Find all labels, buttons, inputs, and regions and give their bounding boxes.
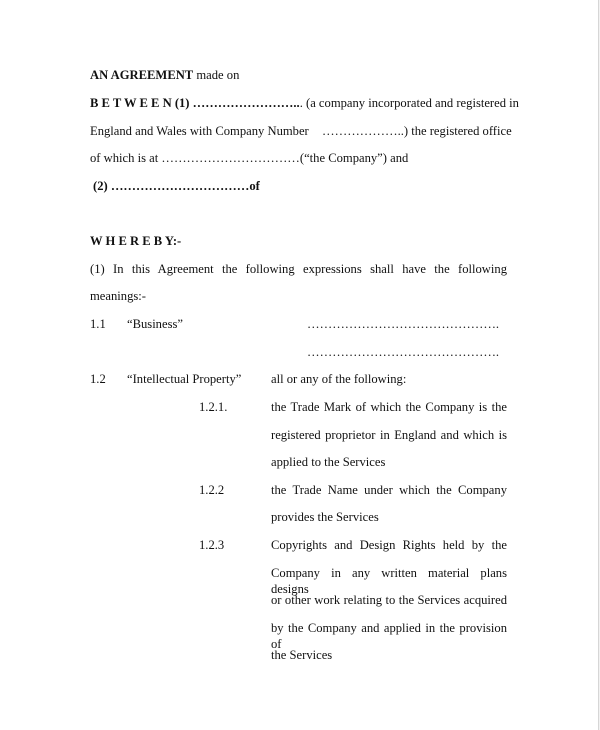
sub-clause-line: applied to the Services [271, 455, 386, 469]
between-line-2b [322, 123, 512, 139]
sub-clause-number: 1.2.1. [199, 400, 228, 414]
between-label: B E T W E E N (1) …………………….. [90, 96, 300, 110]
between-line-2 [90, 123, 309, 139]
between-line-2-b: ………………..) the registered office [322, 124, 512, 138]
agreement-heading-bold: AN AGREEMENT [90, 68, 194, 82]
whereby-intro-line-1: (1) In this Agreement the following expressions shall have the following [90, 262, 507, 276]
definition-blank: ………………………………………. [307, 345, 500, 359]
between-line-3: of which is at ……………………………(“the Company”) and [90, 151, 409, 165]
sub-clause-line: the Trade Name under which the Company [271, 483, 507, 497]
agreement-heading-rest: made on [193, 68, 240, 82]
sub-clause-line: by the Company and applied in the provision of [271, 621, 507, 651]
sub-clause-line: Company in any written material plans designs [271, 566, 507, 596]
definition-blank: ………………………………………. [307, 317, 500, 331]
sub-clause-line: the Trade Mark of which the Company is the [271, 400, 507, 414]
between-line-1 [90, 95, 519, 111]
definition-term: “Intellectual Property” [127, 372, 242, 386]
between-line-1-rest: . (a company incorporated and registered in [299, 96, 519, 110]
sub-clause-line: provides the Services [271, 510, 379, 524]
definition-text: all or any of the following: [271, 372, 407, 386]
sub-clause-line: the Services [271, 648, 333, 662]
agreement-heading [90, 67, 239, 83]
sub-clause-line: registered proprietor in England and which is [271, 428, 507, 442]
definition-number: 1.1 [90, 317, 106, 331]
sub-clause-number: 1.2.2 [199, 483, 225, 497]
party-two-line: (2) ……………………………of [93, 179, 260, 193]
sub-clause-line: Copyrights and Design Rights held by the [271, 538, 507, 552]
definition-term: “Business” [127, 317, 183, 331]
whereby-heading: W H E R E B Y:- [90, 234, 182, 248]
between-line-2-a: England and Wales with Company Number [90, 124, 309, 138]
sub-clause-line: or other work relating to the Services acquired [271, 593, 507, 607]
definition-number: 1.2 [90, 372, 106, 386]
whereby-intro-line-2: meanings:- [90, 289, 146, 303]
sub-clause-number: 1.2.3 [199, 538, 225, 552]
